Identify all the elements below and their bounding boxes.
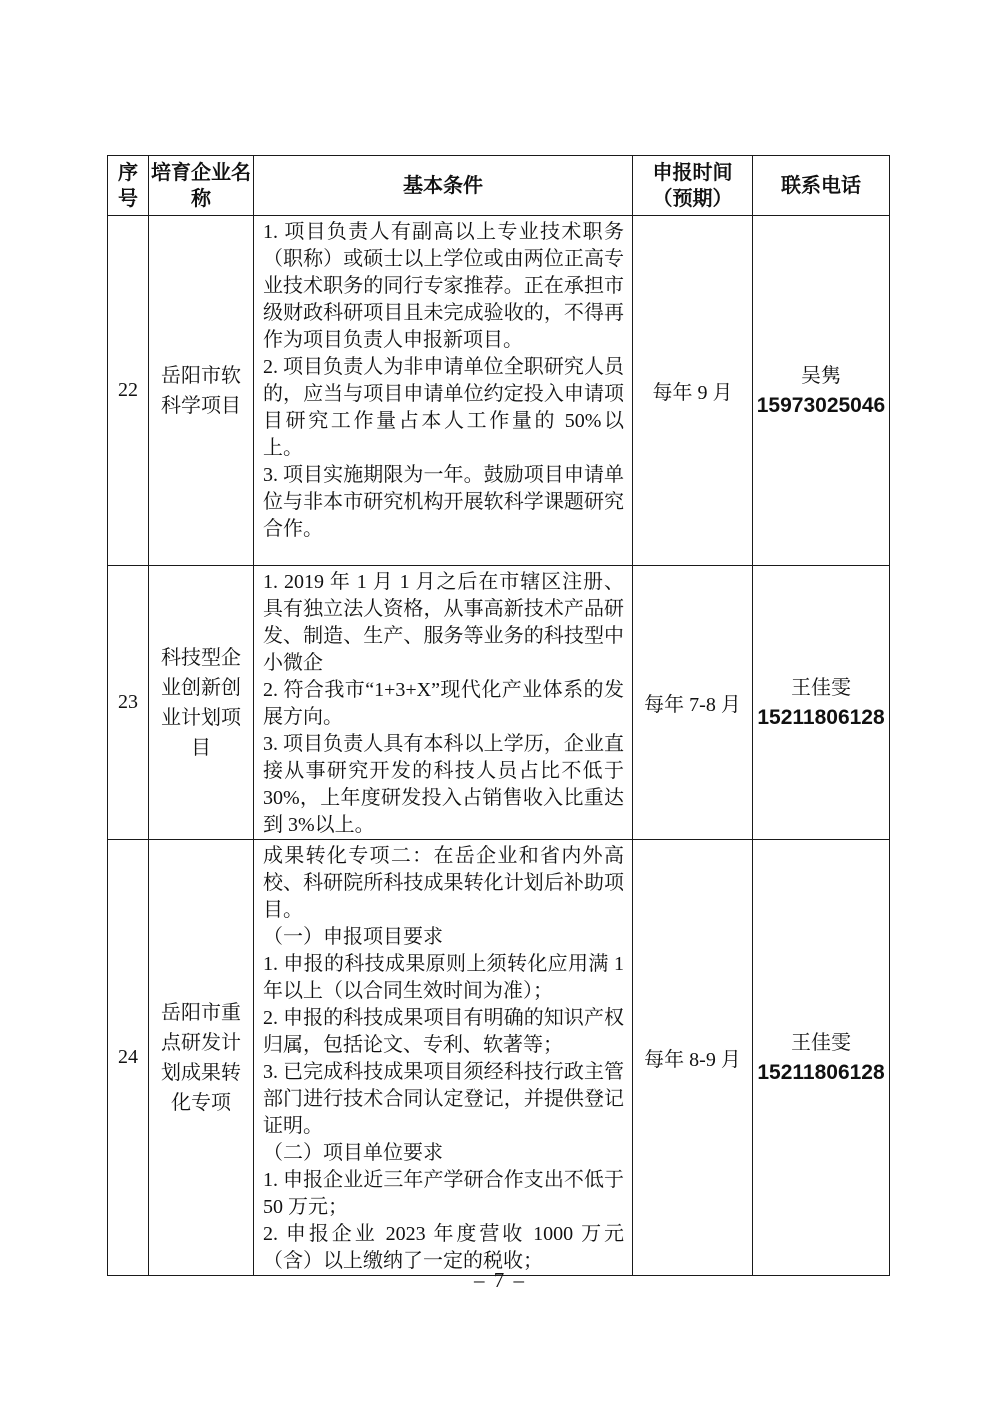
condition-paragraph: 3. 项目负责人具有本科以上学历，企业直接从事研究开发的科技人员占比不低于 30%，上年度研发投入占销售收入比重达到 3%以上。	[263, 733, 624, 836]
contact-cell	[753, 216, 890, 566]
header-serial-number	[108, 156, 149, 216]
condition-paragraph: 成果转化专项二：在岳企业和省内外高校、科研院所科技成果转化计划后补助项目。	[263, 845, 624, 921]
page-number: – 7 –	[474, 1268, 526, 1292]
condition-paragraph: 2. 符合我市“1+3+X”现代化产业体系的发展方向。	[263, 679, 624, 728]
contact-phone: 15973025046	[756, 393, 886, 417]
application-time-cell	[633, 566, 753, 840]
header-contact-phone-label: 联系电话	[781, 174, 861, 197]
enterprise-name: 科技型企业创新创业计划项目	[161, 646, 241, 759]
application-time: 每年 7-8 月	[644, 694, 741, 716]
serial-number: 23	[118, 691, 138, 713]
table-header-row	[108, 156, 890, 216]
condition-paragraph: 1. 申报的科技成果原则上须转化应用满 1 年以上（以合同生效时间为准）；	[263, 953, 624, 1002]
header-application-time-line1: 申报时间	[652, 161, 733, 184]
condition-paragraph: （二）项目单位要求	[263, 1142, 443, 1164]
contact-cell	[753, 840, 890, 1276]
enterprise-name-cell	[149, 216, 254, 566]
condition-paragraph: 2. 项目负责人为非申请单位全职研究人员的，应当与项目申请单位约定投入申请项目研究工作量占本人工作量的 50%以上。	[263, 356, 624, 459]
serial-number: 22	[118, 379, 138, 401]
enterprise-name-cell	[149, 566, 254, 840]
basic-conditions-cell	[254, 840, 633, 1276]
application-time: 每年 9 月	[652, 382, 733, 404]
condition-paragraph: 1. 2019 年 1 月 1 月之后在市辖区注册、具有独立法人资格，从事高新技术产品研发、制造、生产、服务等业务的科技型中小微企	[263, 571, 624, 674]
condition-paragraph: 1. 申报企业近三年产学研合作支出不低于 50 万元；	[263, 1169, 624, 1218]
header-application-time-line2: （预期）	[652, 187, 733, 210]
header-basic-conditions	[254, 156, 633, 216]
contact-name: 吴隽	[801, 364, 841, 387]
header-enterprise-name-label: 培育企业名称	[151, 161, 251, 210]
serial-number-cell	[108, 840, 149, 1276]
condition-paragraph: 2. 申报企业 2023 年度营收 1000 万元（含）以上缴纳了一定的税收；	[263, 1223, 624, 1272]
contact-phone: 15211806128	[757, 1060, 885, 1084]
serial-number-cell	[108, 566, 149, 840]
application-time-cell	[633, 840, 753, 1276]
application-time-cell	[633, 216, 753, 566]
header-contact-phone	[753, 156, 890, 216]
table-row-23	[108, 566, 890, 840]
contact-phone: 15211806128	[757, 705, 885, 729]
header-basic-conditions-label: 基本条件	[403, 174, 483, 197]
condition-paragraph: 3. 已完成科技成果项目须经科技行政主管部门进行技术合同认定登记，并提供登记证明。	[263, 1061, 624, 1137]
contact-name: 王佳雯	[791, 1031, 851, 1054]
table-row-22	[108, 216, 890, 566]
serial-number-cell	[108, 216, 149, 566]
enterprise-name: 岳阳市重点研发计划成果转化专项	[161, 1001, 241, 1114]
application-time: 每年 8-9 月	[644, 1049, 741, 1071]
contact-name: 王佳雯	[791, 676, 851, 699]
table-row-24	[108, 840, 890, 1276]
enterprise-name-cell	[149, 840, 254, 1276]
contact-cell	[753, 566, 890, 840]
cultivated-enterprises-table	[107, 155, 890, 1276]
enterprise-name: 岳阳市软科学项目	[161, 364, 241, 417]
condition-paragraph: （一）申报项目要求	[263, 926, 443, 948]
serial-number: 24	[118, 1046, 138, 1068]
condition-paragraph: 2. 申报的科技成果项目有明确的知识产权归属，包括论文、专利、软著等；	[263, 1007, 624, 1056]
header-application-time	[633, 156, 753, 216]
basic-conditions-cell	[254, 566, 633, 840]
header-enterprise-name	[149, 156, 254, 216]
condition-paragraph: 1. 项目负责人有副高以上专业技术职务（职称）或硕士以上学位或由两位正高专业技术职务的同行专家推荐。正在承担市级财政科研项目且未完成验收的，不得再作为项目负责人申报新项目。	[263, 221, 624, 351]
header-serial-number-label: 序号	[118, 161, 138, 210]
condition-paragraph: 3. 项目实施期限为一年。鼓励项目申请单位与非本市研究机构开展软科学课题研究合作。	[263, 464, 624, 540]
basic-conditions-cell	[254, 216, 633, 566]
